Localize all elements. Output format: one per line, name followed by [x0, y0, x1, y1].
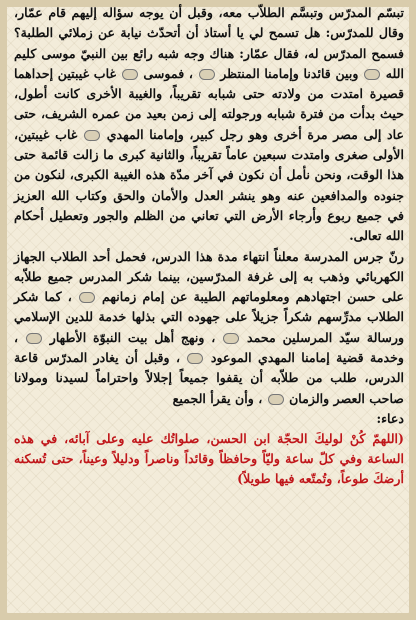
honorific-seal-icon: [364, 69, 380, 80]
text-run-9: ، وخدمة قضية إمامنا المهدي الموعود: [14, 329, 404, 366]
text-run-2: وبين قائدنا وإمامنا المنتظر: [220, 65, 359, 81]
text-run-10: ، وقبل أن يغادر المدرّس قاعة الدرس، طلب من طلاّبه أن يقفوا جميعاً إجلالاً واحتراماً لسيدنا ومولانا صاحب العصر والزمان: [14, 350, 404, 406]
text-run-1: تبسّم المدرّس وتبسَّم الطلاّب معه، وقبل أن يوجه سؤاله إليهم قام عمّار، وقال للمدرّس: هل تسمح لي يا أستاذ أن أتحدّث نيابة عن زملائي الطلبة؟ فسمح المدرّس له، فقال عمّار: هناك وجه شبه رائع بين النبيّ موسى كليم الله: [14, 5, 404, 81]
closing-paragraph: [14, 247, 404, 409]
text-run-8: ، ونهج أهل بيت النبوّة الأطهار: [49, 329, 216, 345]
document-page: [14, 3, 404, 615]
prayer-text: (اللهمّ كُنْ لوليكَ الحجّة ابن الحسن، صلواتُك عليه وعلى آبائه، في هذه الساعة وفي كلّ ساعة وليّاً وحافظاً وقائداً وناصراً ودليلاً وعيناً، حتى تُسكنه أرضكَ طوعاً، وتُمتّعه فيها طويلاً): [14, 430, 404, 486]
honorific-seal-icon: [122, 69, 138, 80]
honorific-seal-icon: [79, 292, 95, 303]
honorific-seal-icon: [26, 333, 42, 344]
text-run-7: ، كما شكر الطلاب مدرِّسهم شكراً جزيلاً على جهوده التي بذلها خدمة للدين الإسلامي ورسالة سيّد المرسلين محمد: [14, 289, 405, 345]
text-run-5: غاب غيبتين، الأولى صغرى وامتدت سبعين عاماً تقريباً، والثانية كبرى ما زالت قائمة حتى هذا الوقت، ونحن نأمل أن نكون في آخر مدّة هذه الغيبة الكبرى، لنكون من جنوده والمدافعين عنه وهو ينشر العدل والأمان والحق وكتاب الله العزيز في جميع ربوع وأرجاء الأرض التي تعاني من الظلم والجور وتعطيل أحكام الله تعالى.: [14, 126, 404, 244]
honorific-seal-icon: [84, 130, 100, 141]
honorific-seal-icon: [187, 353, 203, 364]
honorific-seal-icon: [268, 394, 284, 405]
text-run-3: ، فموسى: [143, 65, 193, 81]
honorific-seal-icon: [223, 333, 239, 344]
story-paragraph: [14, 3, 404, 247]
text-run-6: رنّ جرس المدرسة معلناً انتهاء مدة هذا الدرس، فحمل أحد الطلاب الجهاز الكهربائي وذهب به إلى غرفة المدرّسين، بينما شكر المدرس جميع طلاّبه على حسن اجتهادهم ومعلوماتهم الطيبة عن إمام زمانهم: [14, 248, 405, 305]
honorific-seal-icon: [199, 69, 215, 80]
text-run-4: غاب غيبتين إحداهما قصيرة امتدت من ولادته حتى شبابه تقريباً، والغيبة الأخرى كانت أطول، حيث بدأت من فترة شبابه ورجولته إلى زمن بعيد من عمره الشريف، حتى عاد إلى مصر مرة أخرى وهو رجل كبير، وإمامنا المهدي: [14, 65, 404, 142]
prayer-label: دعاء:: [376, 410, 404, 426]
text-run-11: ، وأن يقرأ الجميع: [172, 390, 263, 406]
